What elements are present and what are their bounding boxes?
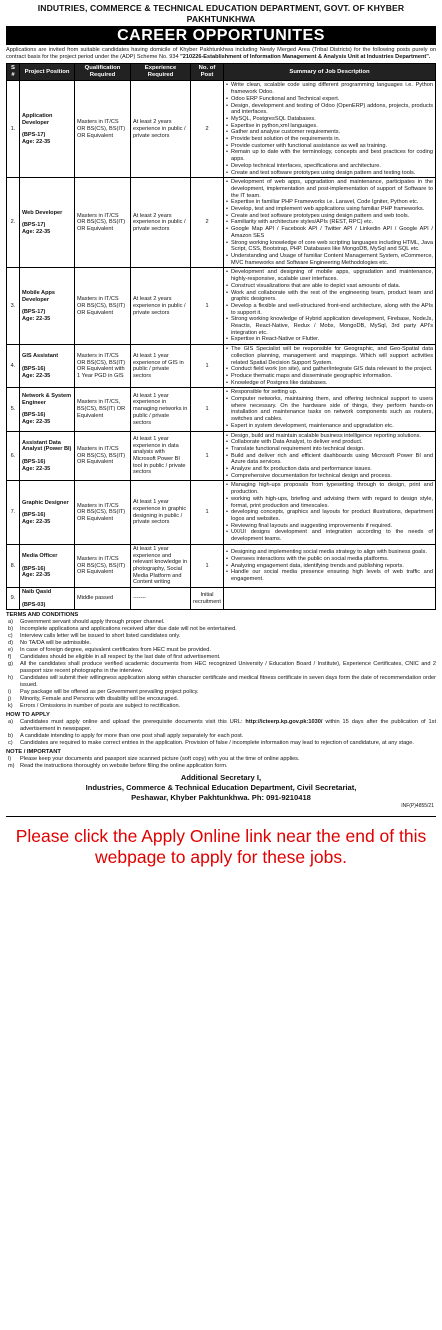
list-item-key: c): [8, 633, 13, 640]
row-serial: 1.: [7, 81, 20, 178]
table-row: [7, 431, 436, 481]
summary-item: • Analyze and fix production data and performance issues.: [226, 466, 433, 473]
summary-item: • The GIS Specialist will be responsible for Geographic, and Geo-Spatial data collection planning, management and mappings. Which will support activities related Spatial Decision Support System.: [226, 346, 433, 366]
list-item: [6, 733, 436, 740]
row-position: [20, 81, 75, 178]
row-qualification: Middle passed: [75, 588, 131, 610]
row-summary: [224, 588, 436, 610]
row-posts: 1: [191, 544, 224, 587]
summary-item: • developing concepts, graphics and layouts for product illustrations, department logos and websites.: [226, 509, 433, 522]
row-experience: At least 1 year experience in data analysis with Microsoft Power BI tool in public / private sectors: [131, 431, 191, 481]
summary-item: • Develop technical interfaces, specifications and architecture.: [226, 163, 433, 170]
row-summary: [224, 345, 436, 388]
position-age: Age: 22-35: [22, 372, 51, 379]
summary-item: • Gather and analyse customer requirements.: [226, 129, 433, 136]
list-item-key: a): [8, 719, 13, 726]
apply-text: A candidate intending to apply for more than one post shall apply separately for each post.: [20, 733, 244, 740]
summary-item: • Handle our social media presence ensuring high levels of web traffic and engagement.: [226, 569, 433, 582]
how-to-apply-list: [6, 719, 436, 747]
summary-item: • Managing high-ups proposals from typesetting through to design, print and production.: [226, 482, 433, 495]
summary-item: • Design, development and testing of Odoo (OpenERP) addons, projects, products and interfaces.: [226, 103, 433, 116]
position-age: Age: 22-35: [22, 465, 51, 472]
how-to-apply-heading: HOW TO APPLY: [6, 712, 50, 719]
position-age: Age: 22-35: [22, 315, 51, 322]
summary-item: • Design, build and maintain scalable business intelligence reporting solutions.: [226, 433, 433, 440]
summary-item: • Build and deliver rich and efficient dashboards using Microsoft Power BI and Azure data services.: [226, 453, 433, 466]
intro-text: Applications are invited from suitable candidates having domicile of Khyber Pakhtunkhwa including Newly Merged Area (Tribal Districts) for the following posts purely on contract basis for the project period under the (ADP) Scheme No. 934: [6, 47, 436, 61]
list-item-text: [20, 719, 436, 733]
note-heading: NOTE / IMPORTANT: [6, 749, 61, 756]
list-item-key: e): [8, 647, 13, 654]
summary-list: [226, 549, 433, 583]
list-item-text: Candidates should be eligible in all respect by the last date of first advertisement.: [20, 654, 221, 661]
table-row: [7, 481, 436, 544]
intro-scheme-name: "210226-Establishment of Information Management & Analysis Unit at Industries Department".: [180, 54, 431, 61]
row-position: [20, 345, 75, 388]
position-title: Graphic Designer: [22, 499, 69, 506]
col-header-sn: S #: [7, 64, 20, 81]
row-posts: 1: [191, 431, 224, 481]
row-posts: Initial recruitment: [191, 588, 224, 610]
department-heading: INDUTRIES, COMMERCE & TECHNICAL EDUCATION DEPARTMENT, GOVT. OF KHYBER PAKHTUNKHWA: [37, 3, 405, 24]
list-item: [6, 647, 436, 654]
row-position: [20, 388, 75, 431]
position-title: Media Officer: [22, 552, 58, 559]
summary-item: • Work and collaborate with the rest of the engineering team, product team and graphic designers.: [226, 290, 433, 303]
summary-list: [226, 82, 433, 176]
row-position: [20, 481, 75, 544]
position-age: Age: 22-35: [22, 572, 51, 579]
summary-item: • Translate functional requirement into technical design.: [226, 446, 433, 453]
summary-item: • Analyzing engagement data, identifying trends and publishing reports.: [226, 563, 433, 570]
table-row: [7, 178, 436, 268]
summary-item: • Provide customer with functional assistance as well as training.: [226, 143, 433, 150]
summary-item: • Produce thematic maps and disseminate geographic information.: [226, 373, 433, 380]
list-item-key: m): [8, 763, 15, 770]
row-position: [20, 544, 75, 587]
list-item-text: Please keep your documents and passport size scanned picture (soft copy) with you at the time of online applies.: [20, 756, 300, 763]
col-header-summary: Summary of Job Description: [224, 64, 436, 81]
row-experience: At least 1 year experience in graphic designing in public / private sectors: [131, 481, 191, 544]
list-item: [6, 633, 436, 640]
summary-item: • Development and designing of mobile apps, upgradation and maintenance, highly-responsive, scalable user interfaces.: [226, 269, 433, 282]
list-item-key: j): [8, 696, 12, 703]
row-position: [20, 431, 75, 481]
summary-item: • working with high-ups, briefing and advising them with regard to design style, format, print production and timescales.: [226, 496, 433, 509]
row-serial: 4.: [7, 345, 20, 388]
apply-text: Candidates are required to make correct entries in the application. Provision of false / incomplete information may lead to rejection of candidature, at any stage.: [20, 740, 414, 747]
list-item: [6, 640, 436, 647]
position-bps: (BPS-17): [22, 132, 46, 139]
signature-block: [6, 773, 436, 803]
list-item: [6, 719, 436, 733]
summary-item: • Understanding and Usage of familiar Content Management System, eCommerce, MVC frameworks and Software Engineering Methodologies etc.: [226, 253, 433, 266]
list-item-text: Government servant should apply through proper channel.: [20, 619, 165, 626]
row-posts: 1: [191, 388, 224, 431]
position-age: Age: 22-35: [22, 419, 51, 426]
list-item-key: b): [8, 733, 13, 740]
row-qualification: Masters in IT/CS OR BS(CS), BS(IT) OR Equivalent with 1 Year PGD in GIS: [75, 345, 131, 388]
list-item-key: b): [8, 626, 13, 633]
summary-item: • Oversees interactions with the public on social media platforms.: [226, 556, 433, 563]
row-posts: 2: [191, 178, 224, 268]
list-item-text: [20, 733, 436, 740]
job-advertisement: [6, 3, 436, 817]
row-summary: [224, 388, 436, 431]
row-serial: 5.: [7, 388, 20, 431]
row-serial: 8.: [7, 544, 20, 587]
summary-list: [226, 179, 433, 266]
position-title: Application Developer: [22, 112, 53, 126]
list-item-text: No TA/DA will be admissible.: [20, 640, 91, 647]
note-list: [6, 756, 436, 770]
summary-item: • Expertise in familiar PHP Frameworks i.e. Laravel, Code Igniter, Python etc.: [226, 199, 433, 206]
list-item: [6, 703, 436, 710]
list-item-text: All the candidates shall produce verified academic documents from HEC recognized University / Education Board / Institute), Experience Certificates, CNIC and 2 passport size recent photographs in the interview.: [20, 661, 436, 675]
list-item: [6, 689, 436, 696]
row-posts: 1: [191, 481, 224, 544]
summary-item: • Develop a flexible and well-structured front-end architecture, along with the APIs to support it.: [226, 303, 433, 316]
list-item: [6, 619, 436, 626]
terms-heading: TERMS AND CONDITIONS: [6, 612, 79, 619]
apply-url-link[interactable]: http://icteerp.kp.gov.pk:1030/: [245, 719, 323, 726]
jobs-table: [6, 63, 436, 610]
table-row: [7, 544, 436, 587]
summary-item: • MySQL, PostgresSQL Databases.: [226, 116, 433, 123]
position-bps: (BPS-16): [22, 565, 46, 572]
row-position: [20, 178, 75, 268]
list-item-text: Errors / Omissions in number of posts are subject to rectification.: [20, 703, 181, 710]
summary-item: • UX/UI designs development and integration according to the needs of development teams.: [226, 529, 433, 542]
list-item: [6, 654, 436, 661]
list-item: [6, 763, 436, 770]
summary-item: • Development of web apps, upgradation and maintenance, participates in the development, implementation and post-implementation of support of Software to the IT team.: [226, 179, 433, 199]
summary-item: • Computer networks, maintaining them, and offering technical support to users where necessary. On the hardware side of things, they perform hands-on installation and maintenance tasks on network components such as routers, switches and cables.: [226, 396, 433, 423]
list-item: [6, 661, 436, 675]
summary-item: • Collaborate with Data Analyst, to deliver end product.: [226, 439, 433, 446]
row-experience: At least 1 year experience of GIS in public / private sectors: [131, 345, 191, 388]
summary-item: • Create and test software prototypes using design pattern and web tools.: [226, 213, 433, 220]
row-serial: 6.: [7, 431, 20, 481]
list-item-text: Minority, Female and Persons with disability will be encouraged.: [20, 696, 179, 703]
position-bps: (BPS-03): [22, 601, 46, 608]
col-header-qualification: Qualification Required: [75, 64, 131, 81]
row-position: [20, 588, 75, 610]
row-posts: 2: [191, 81, 224, 178]
position-title: Assistant Data Analyst (Power BI): [22, 439, 72, 453]
list-item-key: l): [8, 756, 12, 763]
row-serial: 7.: [7, 481, 20, 544]
terms-list: [6, 619, 436, 710]
summary-item: • Reviewing final layouts and suggesting improvements if required.: [226, 523, 433, 530]
col-header-experience: Experience Required: [131, 64, 191, 81]
summary-item: • Expertise in React-Native or Flutter.: [226, 336, 433, 343]
row-experience: At least 1 year experience and relevant knowledge in photography, Social Media Platform and Content writing: [131, 544, 191, 587]
row-summary: [224, 431, 436, 481]
list-item-text: [20, 740, 436, 747]
summary-item: • Knowledge of Postgres like databases.: [226, 380, 433, 387]
table-row: [7, 588, 436, 610]
list-item-text: Pay package will be offered as per Government prevailing project policy.: [20, 689, 199, 696]
row-experience: At least 2 years experience in public / private sectors: [131, 81, 191, 178]
list-item-key: a): [8, 619, 13, 626]
list-item: [6, 756, 436, 763]
position-bps: (BPS-16): [22, 512, 46, 519]
jobs-table-header: [7, 64, 436, 81]
summary-item: • Designing and implementing social media strategy to align with business goals.: [226, 549, 433, 556]
summary-item: • Provide best solution of the requirements in.: [226, 136, 433, 143]
row-experience: At least 1 year experience in managing networks in public / private sectors: [131, 388, 191, 431]
position-title: Network & System Engineer: [22, 393, 72, 406]
row-serial: 2.: [7, 178, 20, 268]
list-item-key: k): [8, 703, 13, 710]
intro-paragraph: [6, 47, 436, 61]
summary-item: • Responsible for setting up.: [226, 389, 433, 396]
list-item-text: Incomplete applications and applications received after due date will not be entertained.: [20, 626, 237, 633]
row-experience: At least 2 years experience in public / private sectors: [131, 268, 191, 345]
row-summary: [224, 268, 436, 345]
summary-item: • Familiarity with architecture styles/APIs (REST, RPC) etc.: [226, 219, 433, 226]
list-item-key: g): [8, 661, 13, 668]
position-bps: (BPS-16): [22, 365, 46, 372]
signature-title: Additional Secretary I,: [180, 773, 262, 783]
summary-item: • Odoo ERP Functional and Technical expert.: [226, 96, 433, 103]
summary-item: • Construct visualizations that are able to depict vast amounts of data.: [226, 283, 433, 290]
position-bps: (BPS-16): [22, 412, 46, 419]
row-qualification: Masters in IT/CS OR BS(CS), BS(IT) OR Equivalent: [75, 431, 131, 481]
summary-item: • Develop, test and implement web applications using familiar PHP frameworks.: [226, 206, 433, 213]
summary-item: • Conduct field work (on site), and gather/integrate GIS data relevant to the project.: [226, 366, 433, 373]
position-title: Web Developer: [22, 209, 63, 216]
list-item-text: Candidates will submit their willingness application along within character certificate and medical fitness certificate in seven days form the date of recommendation order issued.: [20, 675, 436, 689]
position-bps: (BPS-17): [22, 309, 46, 316]
row-qualification: Masters in IT/CS, BS(CS), BS(IT) OR Equivalent: [75, 388, 131, 431]
list-item: [6, 626, 436, 633]
apply-text: Candidates must apply online and upload the prerequisite documents visit this URL:: [20, 719, 246, 726]
list-item-key: c): [8, 740, 13, 747]
advertisement-reference: INF(P)4855/21: [401, 803, 434, 810]
summary-list: [226, 433, 433, 480]
position-bps: (BPS-17): [22, 222, 46, 229]
table-row: [7, 268, 436, 345]
row-posts: 1: [191, 268, 224, 345]
summary-list: [226, 482, 433, 542]
row-summary: [224, 544, 436, 587]
list-item: [6, 675, 436, 689]
summary-list: [226, 269, 433, 343]
summary-item: • Expert in system development, maintenance and upgradation etc.: [226, 423, 433, 430]
row-qualification: Masters in IT/CS OR BS(CS), BS(IT) OR Equivalent: [75, 268, 131, 345]
summary-item: • Google Map API / Facebook API / Twitter API / Linkedin API / Google API / Amazon SES: [226, 226, 433, 239]
row-posts: 1: [191, 345, 224, 388]
list-item-key: h): [8, 675, 13, 682]
row-summary: [224, 81, 436, 178]
apply-online-notice: Please click the Apply Online link near the end of this webpage to apply for these jobs.: [15, 826, 427, 868]
apply-text-after: within 15 days after the publication of 1st advertisement in newspaper.: [20, 719, 436, 733]
summary-list: [226, 389, 433, 429]
position-title: Naib Qasid: [22, 589, 52, 596]
row-position: [20, 268, 75, 345]
row-qualification: Masters in IT/CS OR BS(CS), BS(IT) OR Equivalent: [75, 81, 131, 178]
signature-address: Peshawar, Khyber Pakhtunkhwa. Ph: 091-9210418: [131, 793, 311, 803]
position-age: Age: 22-35: [22, 229, 51, 236]
list-item-text: Interview calls letter will be issued to short listed candidates only.: [20, 633, 181, 640]
summary-item: • Strong working knowledge of core web scripting languages including HTML, Java Script, CSS, Bootstrap, PHP. Databases like MongoDB, MySql and SQL etc.: [226, 240, 433, 253]
row-experience: At least 2 years experience in public / private sectors: [131, 178, 191, 268]
list-item-key: i): [8, 689, 12, 696]
summary-item: • Create and test software prototypes using design pattern and testing tools.: [226, 170, 433, 177]
list-item-text: In case of foreign degree, equivalent certificates from HEC must be provided.: [20, 647, 211, 654]
position-age: Age: 22-35: [22, 139, 51, 146]
list-item-text: Read the instructions thoroughly on website before filing the online application form.: [20, 763, 228, 770]
divider: [6, 816, 436, 817]
table-row: [7, 388, 436, 431]
summary-list: [226, 346, 433, 386]
position-bps: (BPS-16): [22, 459, 46, 466]
position-title: GIS Assistant: [22, 353, 59, 360]
row-qualification: Masters in IT/CS OR BS(CS), BS(IT) OR Equivalent: [75, 481, 131, 544]
signature-department: Industries, Commerce & Technical Education Department, Civil Secretariat,: [85, 783, 357, 793]
row-serial: 9.: [7, 588, 20, 610]
position-age: Age: 22-35: [22, 519, 51, 525]
summary-item: • Comprehensive documentation for technical design and process.: [226, 473, 433, 480]
summary-item: • Remain up to date with the terminology, concepts and best practices for coding apps.: [226, 149, 433, 162]
list-item-key: f): [8, 654, 12, 661]
row-qualification: Masters in IT/CS OR BS(CS), BS(IT) OR Equivalent: [75, 544, 131, 587]
col-header-posts: No. of Post: [191, 64, 224, 81]
table-row: [7, 345, 436, 388]
summary-item: • Strong working knowledge of Hybrid application development, Firebase, NodeJs, Reactis, React-Native, Redux / Mobx, MongoDB, MySql, 3rd party API's integration etc.: [226, 316, 433, 336]
list-item: [6, 740, 436, 747]
list-item-key: d): [8, 640, 13, 647]
col-header-position: Project Position: [20, 64, 75, 81]
summary-item: • Expertise in python,xml languages.: [226, 123, 433, 130]
row-qualification: Masters in IT/CS OR BS(CS), BS(IT) OR Equivalent: [75, 178, 131, 268]
row-experience: -------: [131, 588, 191, 610]
row-summary: [224, 178, 436, 268]
row-serial: 3.: [7, 268, 20, 345]
career-opportunities-banner: CAREER OPPORTUNITES: [6, 26, 436, 45]
list-item: [6, 696, 436, 703]
position-title: Mobile Apps Developer: [22, 289, 56, 303]
row-summary: [224, 481, 436, 544]
table-row: [7, 81, 436, 178]
summary-item: • Write clean, scalable code using different programming languages i.e. Python framework Odoo.: [226, 82, 433, 95]
